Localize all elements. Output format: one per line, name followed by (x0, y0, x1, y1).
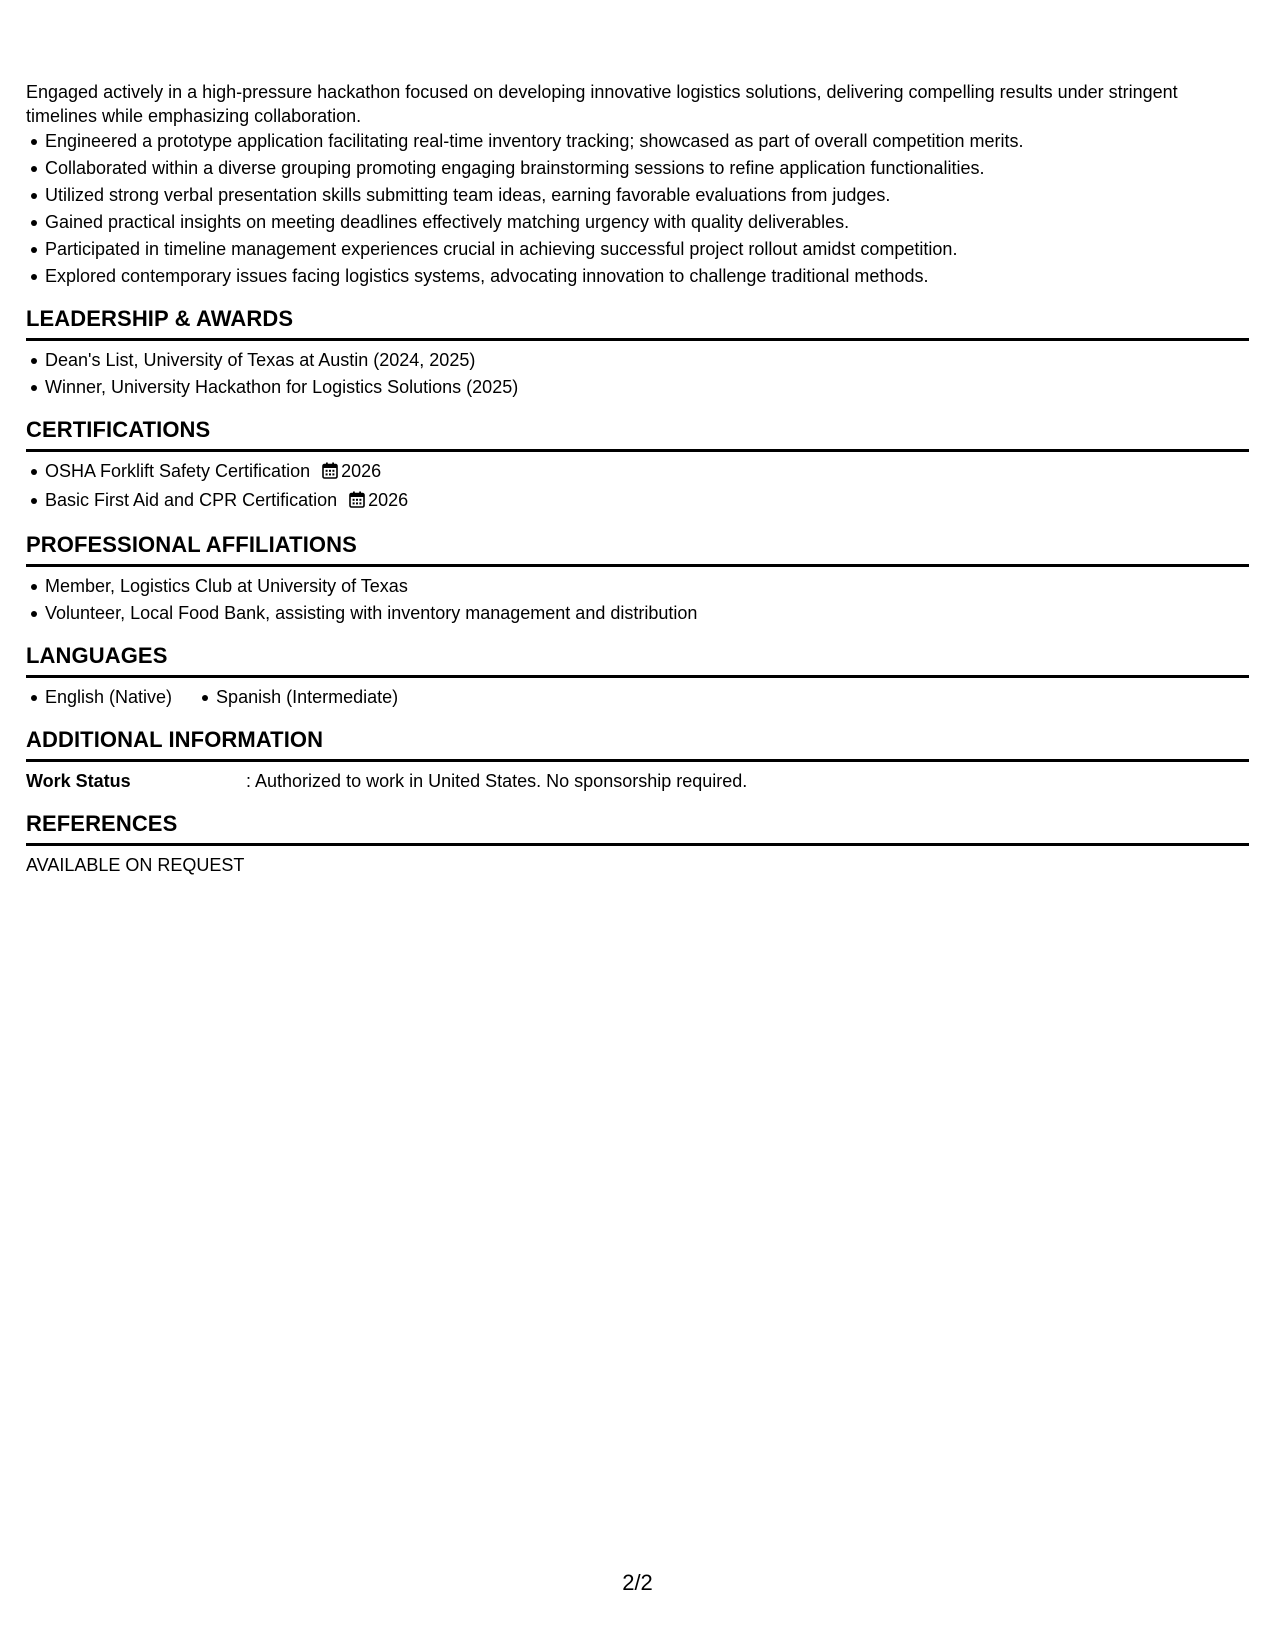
work-status-value: : Authorized to work in United States. No sponsorship required. (246, 771, 748, 791)
leadership-item: Winner, University Hackathon for Logistics Solutions (2025) (45, 374, 1249, 401)
certification-name: Basic First Aid and CPR Certification (45, 490, 338, 510)
leadership-list (26, 347, 1249, 401)
certification-year: 2026 (341, 461, 382, 481)
experience-intro: Engaged actively in a high-pressure hackathon focused on developing innovative logistics solutions, delivering compelling results under stringent timelines while emphasizing collaboration. (26, 82, 1178, 126)
affiliations-heading: PROFESSIONAL AFFILIATIONS (26, 530, 1249, 567)
resume-page-content (26, 80, 1249, 879)
leadership-heading: LEADERSHIP & AWARDS (26, 304, 1249, 341)
work-status-label: Work Status (26, 771, 131, 791)
certification-name: OSHA Forklift Safety Certification (45, 461, 311, 481)
calendar-icon (322, 460, 338, 487)
additional-info-heading: ADDITIONAL INFORMATION (26, 725, 1249, 762)
affiliation-item: Volunteer, Local Food Bank, assisting with inventory management and distribution (45, 600, 1249, 627)
experience-bullet: Explored contemporary issues facing logistics systems, advocating innovation to challenge traditional methods. (45, 263, 1249, 290)
affiliations-list (26, 573, 1249, 627)
experience-bullet: Utilized strong verbal presentation skills submitting team ideas, earning favorable evaluations from judges. (45, 182, 1249, 209)
certifications-heading: CERTIFICATIONS (26, 415, 1249, 452)
languages-section (26, 641, 1249, 711)
references-heading: REFERENCES (26, 809, 1249, 846)
languages-heading: LANGUAGES (26, 641, 1249, 678)
experience-bullet: Gained practical insights on meeting deadlines effectively matching urgency with quality deliverables. (45, 209, 1249, 236)
calendar-icon (349, 489, 365, 516)
certification-year: 2026 (368, 490, 409, 510)
affiliations-section (26, 530, 1249, 627)
certification-item (45, 487, 1249, 516)
experience-continuation (26, 80, 1249, 290)
language-item: English (Native) (45, 684, 172, 711)
additional-info-section (26, 725, 1249, 795)
leadership-item: Dean's List, University of Texas at Austin (2024, 2025) (45, 347, 1249, 374)
references-section (26, 809, 1249, 879)
page-number: 2/2 (622, 1570, 653, 1595)
languages-list (26, 684, 1249, 711)
work-status-row (26, 768, 1249, 795)
experience-bullets (26, 128, 1249, 290)
experience-bullet: Participated in timeline management experiences crucial in achieving successful project rollout amidst competition. (45, 236, 1249, 263)
references-text: AVAILABLE ON REQUEST (26, 855, 245, 875)
affiliation-item: Member, Logistics Club at University of Texas (45, 573, 1249, 600)
leadership-section (26, 304, 1249, 401)
certifications-list (26, 458, 1249, 516)
language-item: Spanish (Intermediate) (216, 684, 398, 711)
certifications-section (26, 415, 1249, 516)
experience-bullet: Collaborated within a diverse grouping promoting engaging brainstorming sessions to refine application functionalities. (45, 155, 1249, 182)
certification-item (45, 458, 1249, 487)
experience-bullet: Engineered a prototype application facilitating real-time inventory tracking; showcased as part of overall competition merits. (45, 128, 1249, 155)
